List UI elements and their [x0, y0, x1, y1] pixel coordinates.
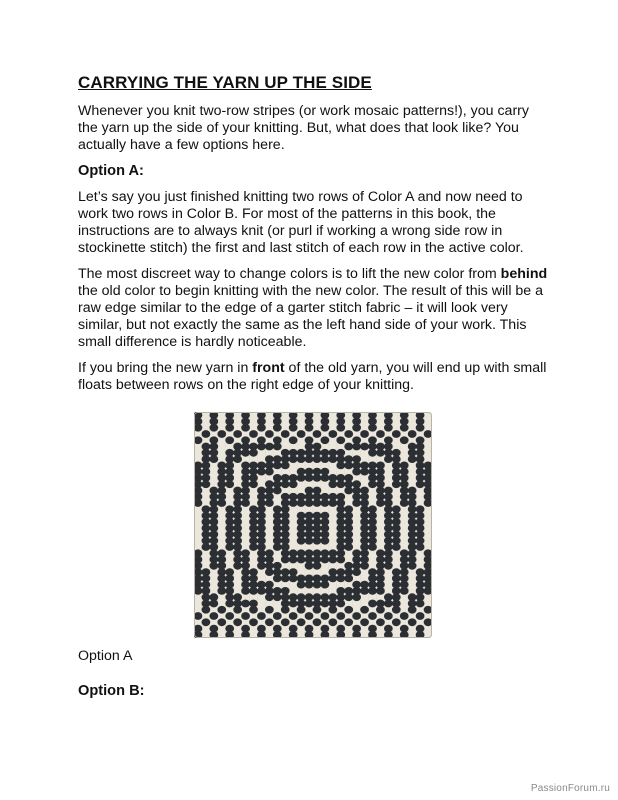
dark-stitch: [281, 480, 290, 488]
dark-stitch: [321, 474, 330, 482]
dark-stitch: [360, 606, 369, 614]
dark-stitch: [328, 430, 337, 438]
dark-stitch: [273, 443, 282, 451]
dark-stitch: [328, 480, 337, 488]
text-run: If you bring the new yarn in: [78, 360, 253, 376]
dark-stitch: [265, 606, 274, 614]
dark-stitch: [416, 543, 425, 551]
dark-stitch: [194, 436, 202, 444]
dark-stitch: [233, 430, 242, 438]
dark-stitch: [305, 537, 314, 545]
dark-stitch: [225, 600, 234, 608]
intro-paragraph: Whenever you knit two-row stripes (or work mosaic patterns!), you carry the yarn up the side of your knitting. But, what does that look like? You actually have a few options here.: [78, 103, 529, 153]
dark-stitch: [328, 499, 337, 507]
option-a-paragraph-1: Let’s say you just finished knitting two rows of Color A and now need to work two rows in Color B. For most of the patterns in this book, the instructions are to always knit (or purl if working a wrong side row in stockinette stitch) the first and last stitch of each row in the active color.: [78, 189, 524, 256]
dark-stitch: [297, 430, 306, 438]
dark-stitch: [297, 474, 306, 482]
dark-stitch: [368, 587, 377, 595]
dark-stitch: [297, 556, 306, 564]
dark-stitch: [400, 436, 409, 444]
dark-stitch: [416, 480, 425, 488]
dark-stitch: [297, 618, 306, 626]
dark-stitch: [313, 581, 322, 589]
dark-stitch: [209, 612, 218, 620]
dark-stitch: [344, 606, 353, 614]
dark-stitch: [305, 612, 314, 620]
dark-stitch: [344, 430, 353, 438]
dark-stitch: [352, 499, 361, 507]
dark-stitch: [336, 461, 345, 469]
dark-stitch: [225, 424, 234, 432]
dark-stitch: [289, 612, 298, 620]
dark-stitch: [281, 461, 290, 469]
dark-stitch: [313, 537, 322, 545]
dark-stitch: [209, 562, 218, 570]
dark-stitch: [392, 430, 401, 438]
dark-stitch: [321, 424, 330, 432]
dark-stitch: [424, 606, 432, 614]
dark-stitch: [265, 430, 274, 438]
dark-stitch: [313, 474, 322, 482]
dark-stitch: [344, 593, 353, 601]
dark-stitch: [360, 618, 369, 626]
dark-stitch: [305, 424, 314, 432]
dark-stitch: [336, 600, 345, 608]
dark-stitch: [336, 424, 345, 432]
dark-stitch: [225, 436, 234, 444]
dark-stitch: [321, 556, 330, 564]
dark-stitch: [289, 436, 298, 444]
dark-stitch: [217, 499, 226, 507]
dark-stitch: [313, 499, 322, 507]
dark-stitch: [225, 543, 234, 551]
dark-stitch: [233, 562, 242, 570]
dark-stitch: [344, 487, 353, 495]
dark-stitch: [352, 443, 361, 451]
article-body: [78, 73, 548, 403]
dark-stitch: [424, 618, 432, 626]
dark-stitch: [209, 424, 218, 432]
dark-stitch: [352, 424, 361, 432]
dark-stitch: [321, 612, 330, 620]
option-a-paragraph-2: [78, 266, 548, 351]
dark-stitch: [202, 480, 211, 488]
dark-stitch: [408, 606, 417, 614]
dark-stitch: [321, 581, 330, 589]
dark-stitch: [344, 461, 353, 469]
dark-stitch: [209, 455, 218, 463]
dark-stitch: [392, 543, 401, 551]
dark-stitch: [336, 612, 345, 620]
dark-stitch: [400, 612, 409, 620]
dark-stitch: [321, 537, 330, 545]
dark-stitch: [336, 574, 345, 582]
dark-stitch: [352, 612, 361, 620]
dark-stitch: [241, 587, 250, 595]
dark-stitch: [336, 556, 345, 564]
dark-stitch: [265, 568, 274, 576]
dark-stitch: [376, 587, 385, 595]
dark-stitch: [384, 612, 393, 620]
dark-stitch: [344, 574, 353, 582]
dark-stitch: [273, 424, 282, 432]
dark-stitch: [281, 574, 290, 582]
dark-stitch: [305, 581, 314, 589]
dark-stitch: [273, 461, 282, 469]
bold-term-front: front: [252, 360, 285, 376]
dark-stitch: [368, 424, 377, 432]
dark-stitch: [313, 618, 322, 626]
section-heading: CARRYING THE YARN UP THE SIDE: [78, 73, 372, 92]
dark-stitch: [249, 587, 258, 595]
dark-stitch: [384, 455, 393, 463]
dark-stitch: [360, 443, 369, 451]
dark-stitch: [392, 618, 401, 626]
dark-stitch: [202, 606, 211, 614]
dark-stitch: [225, 612, 234, 620]
dark-stitch: [328, 455, 337, 463]
dark-stitch: [194, 587, 202, 595]
dark-stitch: [265, 618, 274, 626]
dark-stitch: [297, 455, 306, 463]
dark-stitch: [408, 430, 417, 438]
dark-stitch: [265, 593, 274, 601]
dark-stitch: [416, 612, 425, 620]
dark-stitch: [416, 600, 425, 608]
dark-stitch: [297, 537, 306, 545]
text-run: of the old yarn, you will end up with small floats between rows on the right edge of your knitting.: [78, 360, 547, 393]
dark-stitch: [273, 487, 282, 495]
text-run: The most discreet way to change colors is to lift the new color from: [78, 266, 501, 282]
dark-stitch: [336, 436, 345, 444]
dark-stitch: [249, 449, 258, 457]
dark-stitch: [424, 430, 432, 438]
dark-stitch: [241, 424, 250, 432]
dark-stitch: [233, 606, 242, 614]
dark-stitch: [265, 443, 274, 451]
dark-stitch: [328, 606, 337, 614]
dark-stitch: [352, 593, 361, 601]
option-a-heading: Option A:: [78, 163, 144, 179]
dark-stitch: [368, 543, 377, 551]
watermark: PassionForum.ru: [530, 783, 610, 794]
dark-stitch: [321, 436, 330, 444]
dark-stitch: [384, 424, 393, 432]
option-a-paragraph-3: [78, 360, 548, 394]
dark-stitch: [360, 587, 369, 595]
dark-stitch: [241, 449, 250, 457]
dark-stitch: [360, 562, 369, 570]
dark-stitch: [305, 499, 314, 507]
dark-stitch: [408, 618, 417, 626]
dark-stitch: [217, 606, 226, 614]
dark-stitch: [273, 612, 282, 620]
dark-stitch: [368, 449, 377, 457]
dark-stitch: [217, 587, 226, 595]
dark-stitch: [400, 499, 409, 507]
dark-stitch: [217, 430, 226, 438]
dark-stitch: [313, 562, 322, 570]
dark-stitch: [281, 606, 290, 614]
dark-stitch: [257, 443, 266, 451]
dark-stitch: [289, 574, 298, 582]
dark-stitch: [313, 455, 322, 463]
dark-stitch: [249, 480, 258, 488]
dark-stitch: [321, 600, 330, 608]
dark-stitch: [289, 424, 298, 432]
dark-stitch: [297, 606, 306, 614]
dark-stitch: [416, 424, 425, 432]
dark-stitch: [360, 468, 369, 476]
dark-stitch: [209, 600, 218, 608]
dark-stitch: [305, 600, 314, 608]
dark-stitch: [376, 499, 385, 507]
option-b-heading: Option B:: [78, 683, 145, 699]
dark-stitch: [305, 562, 314, 570]
dark-stitch: [352, 568, 361, 576]
text-run: the old color to begin knitting with the new color. The result of this will be a raw edge similar to the edge of a garter stitch fabric – it will look very similar, but not exactly the same as the left hand side of your work. This small difference is hardly noticeable.: [78, 283, 544, 350]
figure-caption: Option A: [78, 648, 133, 664]
dark-stitch: [368, 480, 377, 488]
dark-stitch: [273, 574, 282, 582]
dark-stitch: [265, 499, 274, 507]
dark-stitch: [400, 587, 409, 595]
dark-stitch: [313, 430, 322, 438]
knitted-mosaic-swatch-image: [194, 412, 432, 638]
dark-stitch: [368, 600, 377, 608]
dark-stitch: [289, 600, 298, 608]
dark-stitch: [249, 543, 258, 551]
dark-stitch: [202, 543, 211, 551]
dark-stitch: [194, 499, 202, 507]
dark-stitch: [392, 480, 401, 488]
dark-stitch: [305, 455, 314, 463]
dark-stitch: [392, 606, 401, 614]
dark-stitch: [202, 618, 211, 626]
dark-stitch: [233, 455, 242, 463]
dark-stitch: [257, 562, 266, 570]
dark-stitch: [257, 587, 266, 595]
dark-stitch: [241, 612, 250, 620]
dark-stitch: [289, 480, 298, 488]
dark-stitch: [424, 587, 432, 595]
dark-stitch: [273, 543, 282, 551]
dark-stitch: [328, 618, 337, 626]
dark-stitch: [424, 499, 432, 507]
dark-stitch: [194, 424, 202, 432]
dark-stitch: [313, 606, 322, 614]
dark-stitch: [328, 574, 337, 582]
dark-stitch: [408, 562, 417, 570]
dark-stitch: [241, 600, 250, 608]
dark-stitch: [297, 499, 306, 507]
dark-stitch: [328, 556, 337, 564]
dark-stitch: [265, 468, 274, 476]
dark-stitch: [368, 612, 377, 620]
dark-stitch: [249, 430, 258, 438]
dark-stitch: [336, 480, 345, 488]
bold-term-behind: behind: [500, 266, 548, 282]
dark-stitch: [249, 618, 258, 626]
dark-stitch: [376, 618, 385, 626]
dark-stitch: [321, 455, 330, 463]
dark-stitch: [281, 556, 290, 564]
dark-stitch: [241, 499, 250, 507]
dark-stitch: [297, 581, 306, 589]
dark-stitch: [257, 468, 266, 476]
dark-stitch: [281, 430, 290, 438]
dark-stitch: [202, 430, 211, 438]
dark-stitch: [321, 499, 330, 507]
dark-stitch: [376, 606, 385, 614]
dark-stitch: [289, 499, 298, 507]
dark-stitch: [281, 618, 290, 626]
dark-stitch: [249, 606, 258, 614]
dark-stitch: [344, 443, 353, 451]
dark-stitch: [233, 618, 242, 626]
dark-stitch: [289, 455, 298, 463]
dark-stitch: [257, 424, 266, 432]
dark-stitch: [344, 543, 353, 551]
dark-stitch: [273, 593, 282, 601]
dark-stitch: [352, 468, 361, 476]
dark-stitch: [376, 430, 385, 438]
dark-stitch: [289, 556, 298, 564]
dark-stitch: [384, 600, 393, 608]
dark-stitch: [400, 424, 409, 432]
dark-stitch: [257, 612, 266, 620]
dark-stitch: [217, 618, 226, 626]
dark-stitch: [360, 430, 369, 438]
dark-stitch: [408, 455, 417, 463]
dark-stitch: [194, 612, 202, 620]
dark-stitch: [305, 474, 314, 482]
dark-stitch: [225, 480, 234, 488]
dark-stitch: [376, 449, 385, 457]
dark-stitch: [344, 618, 353, 626]
dark-stitch: [384, 562, 393, 570]
